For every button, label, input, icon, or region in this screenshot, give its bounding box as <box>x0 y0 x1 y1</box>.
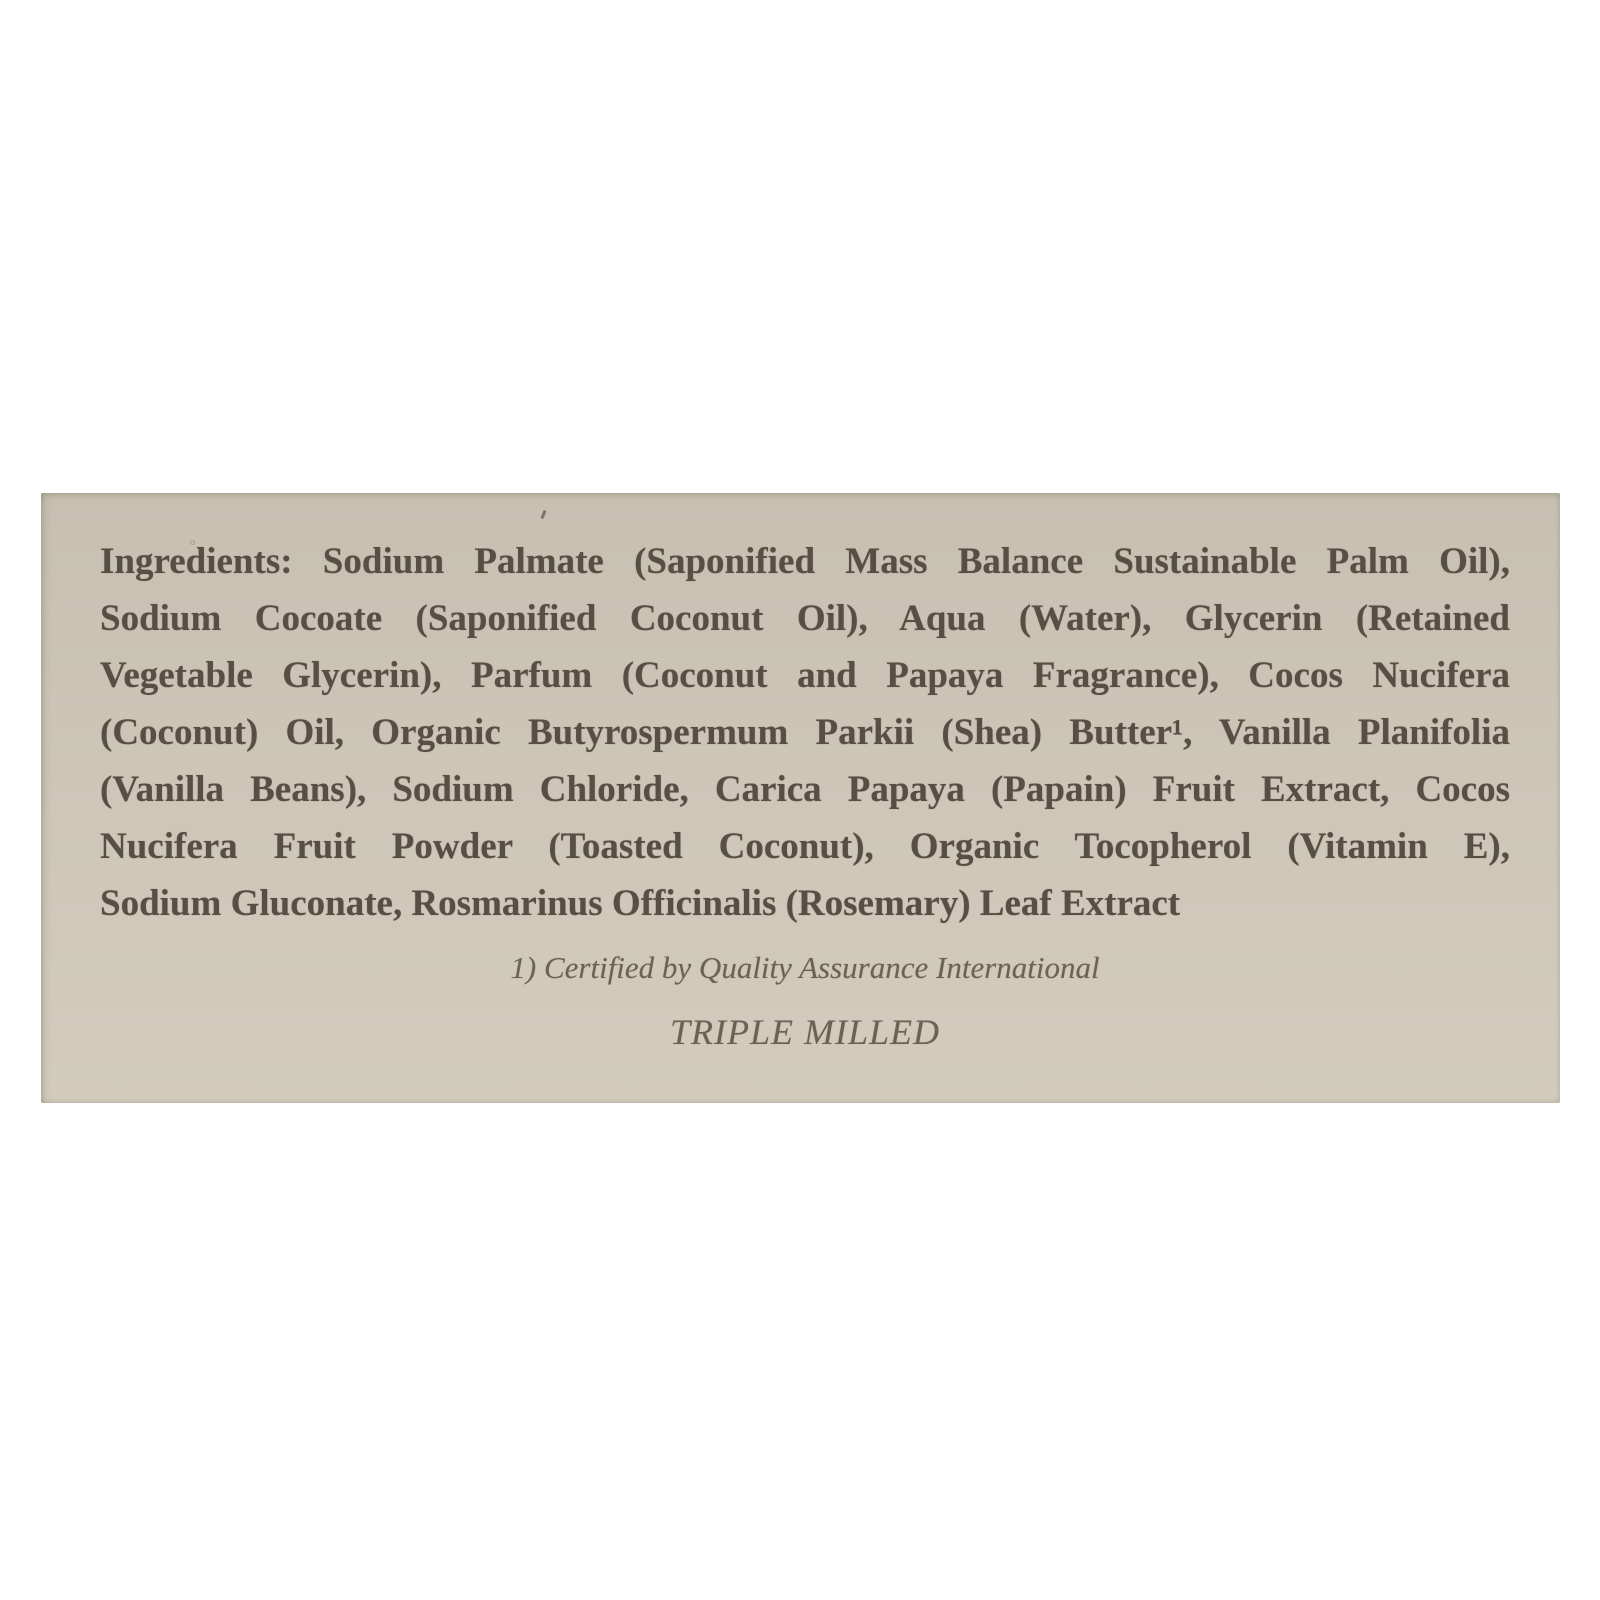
ingredients-line-1: Ingredients: Sodium Palmate (Saponified Mass Balance Sustainable Palm Oil), <box>100 541 1510 582</box>
print-speck-ring <box>190 540 195 545</box>
ingredients-line-3: Vegetable Glycerin), Parfum (Coconut and Papaya Fragrance), Cocos Nucifera <box>100 655 1510 696</box>
ingredients-line-6: Nucifera Fruit Powder (Toasted Coconut), Organic Tocopherol (Vitamin E), <box>100 826 1510 867</box>
triple-milled-text: TRIPLE MILLED <box>669 1012 940 1052</box>
ingredients-line-7: Sodium Gluconate, Rosmarinus Officinalis (Rosemary) Leaf Extract <box>100 883 1181 924</box>
print-speck <box>540 510 546 519</box>
certification-footnote: 1) Certified by Quality Assurance International <box>510 950 1100 985</box>
ingredients-line-2: Sodium Cocoate (Saponified Coconut Oil), Aqua (Water), Glycerin (Retained <box>100 598 1510 639</box>
ingredients-line-4: (Coconut) Oil, Organic Butyrospermum Parkii (Shea) Butter¹, Vanilla Planifolia <box>100 712 1510 753</box>
ingredients-line-5: (Vanilla Beans), Sodium Chloride, Carica Papaya (Papain) Fruit Extract, Cocos <box>100 769 1510 810</box>
ingredients-label-panel <box>41 493 1560 1103</box>
